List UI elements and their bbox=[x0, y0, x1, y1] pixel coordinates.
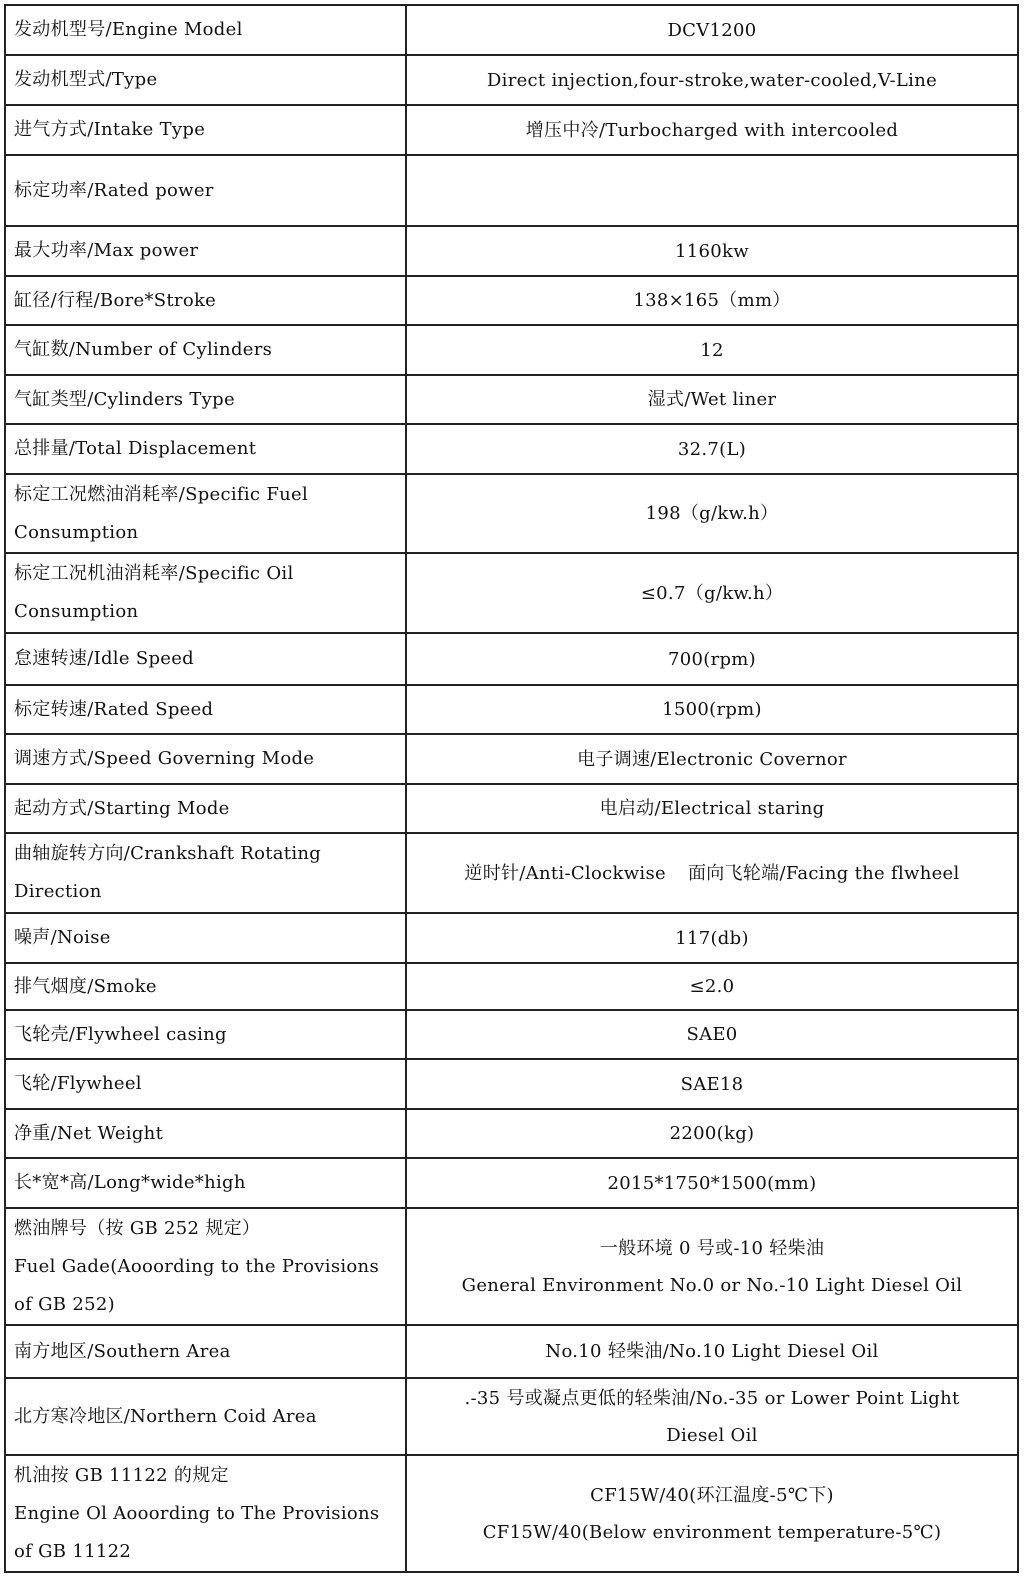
row-label bbox=[5, 685, 406, 734]
row-label bbox=[5, 226, 406, 276]
table-row bbox=[5, 5, 1018, 55]
row-value bbox=[406, 55, 1018, 105]
label-line: of GB 252) bbox=[14, 1293, 115, 1315]
row-label bbox=[5, 734, 406, 784]
table-row bbox=[5, 424, 1018, 474]
row-value bbox=[406, 553, 1018, 633]
label-line: 总排量/Total Displacement bbox=[14, 438, 257, 459]
value-line: Direct injection,four-stroke,water-cooled,V-Line bbox=[486, 69, 938, 91]
label-line: 起动方式/Starting Mode bbox=[14, 797, 230, 819]
row-value bbox=[406, 913, 1018, 963]
table-row bbox=[5, 685, 1018, 734]
engine-spec-table bbox=[4, 4, 1019, 1573]
value-line: 1160kw bbox=[675, 240, 749, 262]
row-value bbox=[406, 784, 1018, 833]
table-row bbox=[5, 1325, 1018, 1378]
value-line: 138×165（mm） bbox=[633, 290, 791, 311]
row-label bbox=[5, 424, 406, 474]
value-line bbox=[407, 855, 1017, 892]
row-label bbox=[5, 1455, 406, 1572]
row-label bbox=[5, 963, 406, 1010]
row-value bbox=[406, 1109, 1018, 1158]
label-line: 发动机型式/Type bbox=[14, 69, 158, 90]
value-line: 198（g/kw.h） bbox=[645, 503, 779, 524]
table-row bbox=[5, 1208, 1018, 1325]
label-line: 发动机型号/Engine Model bbox=[14, 19, 243, 40]
row-value bbox=[406, 734, 1018, 784]
label-line: 北方寒冷地区/Northern Coid Area bbox=[14, 1405, 317, 1427]
row-label bbox=[5, 155, 406, 226]
row-label bbox=[5, 276, 406, 325]
label-line: 长*宽*高/Long*wide*high bbox=[14, 1172, 246, 1193]
value-line: 电启动/Electrical staring bbox=[599, 798, 825, 819]
value-line: ≤2.0 bbox=[689, 976, 735, 997]
label-line: 标定工况燃油消耗率/Specific Fuel bbox=[14, 483, 309, 505]
value-line: CF15W/40(环江温度-5℃下) bbox=[590, 1484, 834, 1506]
table-row bbox=[5, 1109, 1018, 1158]
label-line: 南方地区/Southern Area bbox=[14, 1340, 231, 1362]
row-value bbox=[406, 105, 1018, 155]
row-value bbox=[406, 375, 1018, 424]
row-label bbox=[5, 55, 406, 105]
table-row bbox=[5, 784, 1018, 833]
value-line: 700(rpm) bbox=[668, 648, 756, 670]
value-segment: 逆时针/Anti-Clockwise bbox=[464, 862, 666, 884]
row-label bbox=[5, 913, 406, 963]
value-line: 增压中冷/Turbocharged with intercooled bbox=[525, 119, 899, 141]
table-row bbox=[5, 1455, 1018, 1572]
table-row bbox=[5, 55, 1018, 105]
label-line: 标定工况机油消耗率/Specific Oil bbox=[14, 563, 294, 584]
row-value bbox=[406, 1455, 1018, 1572]
row-label bbox=[5, 105, 406, 155]
value-line: ≤0.7（g/kw.h） bbox=[640, 582, 784, 604]
row-value bbox=[406, 1158, 1018, 1208]
label-line: 进气方式/Intake Type bbox=[14, 119, 206, 140]
row-label bbox=[5, 1010, 406, 1059]
row-label bbox=[5, 375, 406, 424]
table-row bbox=[5, 553, 1018, 633]
table-row bbox=[5, 375, 1018, 424]
table-row bbox=[5, 325, 1018, 375]
table-row bbox=[5, 913, 1018, 963]
label-line: Fuel Gade(Aooording to the Provisions bbox=[14, 1255, 379, 1277]
row-value bbox=[406, 1325, 1018, 1378]
row-value bbox=[406, 474, 1018, 553]
row-label bbox=[5, 633, 406, 685]
table-row bbox=[5, 474, 1018, 553]
label-line: 调速方式/Speed Governing Mode bbox=[14, 748, 315, 769]
row-value bbox=[406, 155, 1018, 226]
label-line: 标定转速/Rated Speed bbox=[14, 698, 214, 720]
value-line: 117(db) bbox=[675, 927, 749, 949]
value-line: 32.7(L) bbox=[677, 438, 747, 460]
label-line: 怠速转速/Idle Speed bbox=[14, 648, 195, 669]
row-value bbox=[406, 833, 1018, 913]
label-line: 噪声/Noise bbox=[14, 927, 111, 948]
row-label bbox=[5, 1325, 406, 1378]
label-line: Consumption bbox=[14, 601, 139, 622]
row-label bbox=[5, 474, 406, 553]
table-row bbox=[5, 1010, 1018, 1059]
label-line: 曲轴旋转方向/Crankshaft Rotating bbox=[14, 843, 322, 864]
value-line: 12 bbox=[700, 339, 724, 361]
value-line: 湿式/Wet liner bbox=[647, 389, 777, 410]
row-label bbox=[5, 833, 406, 913]
row-value bbox=[406, 1059, 1018, 1109]
row-value bbox=[406, 276, 1018, 325]
value-line: SAE18 bbox=[680, 1073, 744, 1095]
label-line: 排气烟度/Smoke bbox=[14, 975, 157, 997]
value-line: CF15W/40(Below environment temperature-5℃) bbox=[482, 1521, 942, 1543]
label-line: 气缸数/Number of Cylinders bbox=[14, 339, 273, 360]
table-row bbox=[5, 1059, 1018, 1109]
label-line: of GB 11122 bbox=[14, 1540, 132, 1562]
value-line: 1500(rpm) bbox=[662, 699, 762, 720]
row-value bbox=[406, 685, 1018, 734]
label-line: 机油按 GB 11122 的规定 bbox=[14, 1464, 229, 1486]
table-row bbox=[5, 963, 1018, 1010]
value-line: No.10 轻柴油/No.10 Light Diesel Oil bbox=[545, 1341, 879, 1362]
row-label bbox=[5, 784, 406, 833]
row-value bbox=[406, 1378, 1018, 1455]
value-segment: 面向飞轮端/Facing the flwheel bbox=[687, 862, 960, 884]
row-value bbox=[406, 424, 1018, 474]
row-label bbox=[5, 553, 406, 633]
label-line: 燃油牌号（按 GB 252 规定） bbox=[14, 1217, 261, 1239]
label-line: Engine Ol Aooording to The Provisions bbox=[14, 1502, 380, 1524]
label-line: 飞轮壳/Flywheel casing bbox=[14, 1023, 227, 1045]
label-line: 标定功率/Rated power bbox=[14, 179, 214, 201]
value-line: General Environment No.0 or No.-10 Light Diesel Oil bbox=[461, 1274, 963, 1296]
label-line: Consumption bbox=[14, 521, 139, 543]
table-row bbox=[5, 155, 1018, 226]
value-line: 2015*1750*1500(mm) bbox=[607, 1172, 817, 1194]
table-row bbox=[5, 833, 1018, 913]
value-line: 电子调速/Electronic Covernor bbox=[577, 748, 847, 770]
row-value bbox=[406, 633, 1018, 685]
value-line: Diesel Oil bbox=[666, 1424, 758, 1446]
value-line: .-35 号或凝点更低的轻柴油/No.-35 or Lower Point Light bbox=[464, 1387, 960, 1409]
label-line: Direction bbox=[14, 881, 102, 902]
row-value bbox=[406, 5, 1018, 55]
label-line: 气缸类型/Cylinders Type bbox=[14, 388, 235, 410]
row-value bbox=[406, 1010, 1018, 1059]
table-row bbox=[5, 105, 1018, 155]
table-row bbox=[5, 226, 1018, 276]
row-label bbox=[5, 1208, 406, 1325]
table-row bbox=[5, 734, 1018, 784]
table-row bbox=[5, 1158, 1018, 1208]
row-label bbox=[5, 1059, 406, 1109]
row-label bbox=[5, 1378, 406, 1455]
table-row bbox=[5, 633, 1018, 685]
row-label bbox=[5, 1158, 406, 1208]
value-line: DCV1200 bbox=[667, 19, 757, 41]
row-value bbox=[406, 226, 1018, 276]
row-label bbox=[5, 1109, 406, 1158]
table-row bbox=[5, 276, 1018, 325]
row-value bbox=[406, 325, 1018, 375]
row-value bbox=[406, 963, 1018, 1010]
table-row bbox=[5, 1378, 1018, 1455]
row-label bbox=[5, 325, 406, 375]
label-line: 飞轮/Flywheel bbox=[14, 1073, 142, 1094]
value-line: 一般环境 0 号或-10 轻柴油 bbox=[599, 1237, 825, 1259]
value-line: SAE0 bbox=[686, 1024, 738, 1045]
label-line: 缸径/行程/Bore*Stroke bbox=[14, 289, 217, 311]
label-line: 净重/Net Weight bbox=[14, 1122, 164, 1144]
label-line: 最大功率/Max power bbox=[14, 240, 199, 261]
value-line: 2200(kg) bbox=[669, 1123, 755, 1144]
row-value bbox=[406, 1208, 1018, 1325]
row-label bbox=[5, 5, 406, 55]
